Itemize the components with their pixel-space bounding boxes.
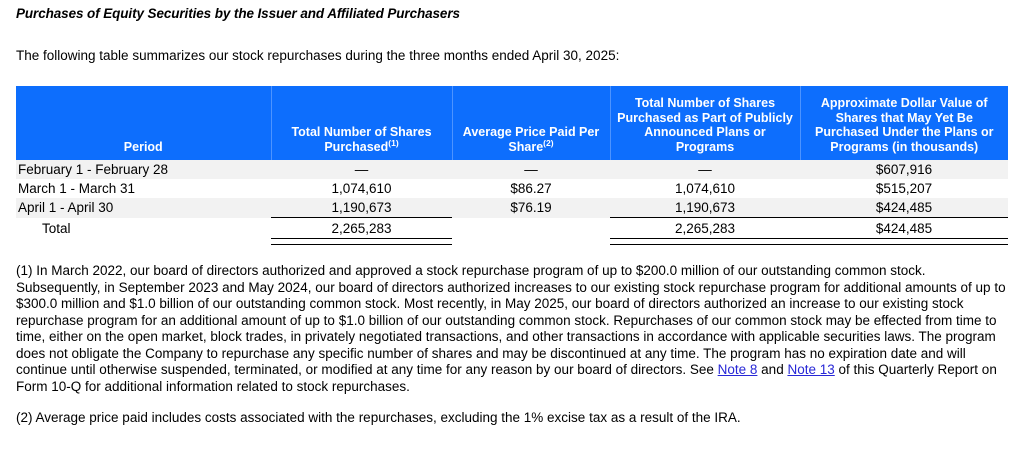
column-header-total-shares-purchased: Total Number of Shares Purchased$^{(1)}$	[271, 86, 452, 160]
cell-period: April 1 - April 30	[16, 198, 271, 218]
footnotes-section	[16, 263, 1008, 427]
cell-period: March 1 - March 31	[16, 179, 271, 198]
cell-total-approximate-dollar-value: $424,485	[800, 218, 1008, 239]
column-header-shares-part-of-plans: Total Number of Shares Purchased as Part of Publicly Announced Plans or Programs	[610, 86, 800, 160]
footnote-1-text-part-2: of this Quarterly Report on Form 10-Q for additional information related to stock repurchases.	[16, 362, 997, 394]
cell-total-average-price-paid	[452, 218, 610, 239]
cell-total-shares-purchased: 2,265,283	[271, 218, 452, 239]
document-page	[0, 6, 1024, 456]
cell-approximate-dollar-value: $424,485	[800, 198, 1008, 218]
double-rule-shares-plans	[610, 239, 800, 245]
rule-spacer	[16, 239, 271, 245]
note-8-link[interactable]: Note 8	[717, 362, 758, 377]
cell-shares-part-of-plans: —	[610, 160, 800, 179]
double-rule-dollar-value	[800, 239, 1008, 245]
intro-paragraph: The following table summarizes our stock repurchases during the three months ended April 30, 2025:	[16, 48, 620, 63]
cell-shares-part-of-plans: 1,190,673	[610, 198, 800, 218]
cell-total-label: Total	[16, 218, 271, 239]
rule-spacer	[452, 239, 610, 245]
cell-total-shares-part-of-plans: 2,265,283	[610, 218, 800, 239]
table-total-row	[16, 218, 1008, 239]
cell-average-price-paid: —	[452, 160, 610, 179]
cell-approximate-dollar-value: $515,207	[800, 179, 1008, 198]
table-row	[16, 160, 1008, 179]
cell-total-shares-purchased: —	[271, 160, 452, 179]
cell-shares-part-of-plans: 1,074,610	[610, 179, 800, 198]
cell-period: February 1 - February 28	[16, 160, 271, 179]
column-header-average-price-paid: Average Price Paid Per Share$^{(2)}$	[452, 86, 610, 160]
footnote-2: (2) Average price paid includes costs associated with the repurchases, excluding the 1% excise tax as a result of the IRA.	[16, 410, 741, 425]
cell-total-shares-purchased: 1,190,673	[271, 198, 452, 218]
share-repurchase-table	[16, 86, 1008, 245]
table-header-row	[16, 86, 1008, 160]
cell-approximate-dollar-value: $607,916	[800, 160, 1008, 179]
table-row	[16, 198, 1008, 218]
table-body	[16, 160, 1008, 245]
footnote-1	[16, 263, 1008, 395]
table-header	[16, 86, 1008, 160]
cell-average-price-paid: $86.27	[452, 179, 610, 198]
cell-average-price-paid: $76.19	[452, 198, 610, 218]
column-header-approximate-dollar-value: Approximate Dollar Value of Shares that May Yet Be Purchased Under the Plans or Programs (in thousands)	[800, 86, 1008, 160]
footnote-1-text-part-1: (1) In March 2022, our board of directors authorized and approved a stock repurchase program of up to $200.0 million of our outstanding common stock. Subsequently, in September 2023 and May 2024, our board of directors authorized increases to our existing stock repurchase program for additional amounts of up to $300.0 million and $1.0 billion of our outstanding common stock. Most recently, in May 2025, our board of directors authorized an increase to our existing stock repurchase program for an additional amount of up to $1.0 billion of our outstanding common stock. Repurchases of our common stock may be effected from time to time, either on the open market, block trades, in privately negotiated transactions, and other transactions in accordance with applicable securities laws. The program does not obligate the Company to repurchase any specific number of shares and may be discontinued at any time. The program has no expiration date and will continue until otherwise suspended, terminated, or modified at any time for any reason by our board of directors. See	[16, 263, 1006, 377]
footnote-marker-2: (2)	[543, 137, 554, 148]
table-row	[16, 179, 1008, 198]
column-header-period: Period	[16, 86, 271, 160]
table-total-double-rule	[16, 239, 1008, 245]
section-heading: Purchases of Equity Securities by the Issuer and Affiliated Purchasers	[16, 6, 460, 21]
footnote-marker-1: (1)	[388, 137, 399, 148]
note-13-link[interactable]: Note 13	[787, 362, 835, 377]
cell-total-shares-purchased: 1,074,610	[271, 179, 452, 198]
footnote-1-conjunction: and	[757, 362, 788, 377]
double-rule-total-shares	[271, 239, 452, 245]
